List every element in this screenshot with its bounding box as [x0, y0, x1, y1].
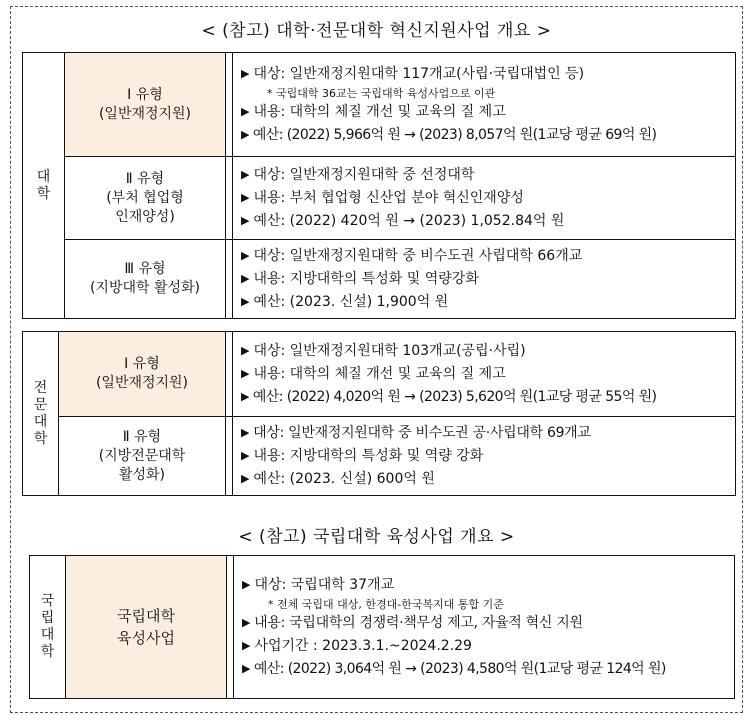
national-university-table	[29, 555, 735, 699]
list-item: ▶ 대상: 일반재정지원대학 103개교(공립·사립)	[241, 342, 526, 359]
bullet-arrow-icon: ▶	[241, 104, 250, 118]
bullet-arrow-icon: ▶	[241, 425, 250, 439]
content-college-2	[233, 417, 736, 496]
type-cell-national: 국립대학 육성사업	[66, 556, 227, 699]
bullet-arrow-icon: ▶	[241, 271, 250, 285]
note-text: * 전체 국립대 대상, 한경대-한국복지대 통합 기준	[268, 597, 504, 611]
list-item: ▶ 대상: 일반재정지원대학 중 선정대학	[241, 166, 475, 183]
list-item: ▶ 예산: (2022) 5,966억 원 → (2023) 8,057억 원(1교당 평균 69억 원)	[241, 126, 657, 143]
content-univ-1	[233, 53, 736, 157]
content-college-1	[233, 332, 736, 417]
bullet-arrow-icon: ▶	[241, 167, 250, 181]
list-item: ▶ 내용: 대학의 체질 개선 및 교육의 질 제고	[241, 103, 506, 120]
list-item: ▶ 대상: 일반재정지원대학 중 비수도권 사립대학 66개교	[241, 247, 583, 264]
type-cell-univ-1: Ⅰ 유형 (일반재정지원)	[65, 53, 226, 157]
bullet-arrow-icon: ▶	[241, 248, 250, 262]
university-table	[22, 52, 736, 319]
list-item: ▶ 내용: 국립대학의 경쟁력·책무성 제고, 자율적 혁신 지원	[242, 614, 583, 631]
bullet-arrow-icon: ▶	[242, 615, 251, 629]
bullet-arrow-icon: ▶	[242, 638, 251, 652]
list-item: ▶ 대상: 일반재정지원대학 117개교(사립·국립대법인 등)	[241, 65, 585, 82]
content-national	[234, 556, 735, 699]
note-text: * 국립대학 36교는 국립대학 육성사업으로 이관	[267, 86, 496, 100]
college-table	[22, 331, 736, 496]
content-univ-3	[233, 240, 736, 319]
section1-title: < (참고) 대학·전문대학 혁신지원사업 개요 >	[201, 21, 552, 41]
list-item: ▶ 대상: 일반재정지원대학 중 비수도권 공·사립대학 69개교	[241, 424, 591, 441]
bullet-arrow-icon: ▶	[241, 389, 249, 403]
category-national-university: 국 립 대 학	[30, 556, 66, 699]
list-item: ▶ 내용: 지방대학의 특성화 및 역량 강화	[241, 447, 484, 464]
bullet-arrow-icon: ▶	[241, 190, 250, 204]
bullet-arrow-icon: ▶	[241, 66, 250, 80]
bullet-arrow-icon: ▶	[241, 448, 250, 462]
type-cell-college-1: Ⅰ 유형 (일반재정지원)	[59, 332, 226, 417]
section2-title: < (참고) 국립대학 육성사업 개요 >	[238, 527, 515, 547]
bullet-arrow-icon: ▶	[241, 366, 250, 380]
list-item: ▶ 예산: (2022) 3,064억 원 → (2023) 4,580억 원(1교당 평균 124억 원)	[242, 660, 666, 677]
list-item: ▶ 예산: (2023. 신설) 1,900억 원	[241, 293, 449, 310]
content-univ-2	[233, 157, 736, 240]
bullet-arrow-icon: ▶	[242, 661, 250, 675]
list-item: ▶ 내용: 지방대학의 특성화 및 역량강화	[241, 270, 479, 287]
category-university: 대 학	[23, 53, 65, 319]
bullet-arrow-icon: ▶	[241, 471, 250, 485]
bullet-arrow-icon: ▶	[241, 294, 250, 308]
list-item: ▶ 내용: 대학의 체질 개선 및 교육의 질 제고	[241, 365, 506, 382]
type-cell-college-2: Ⅱ 유형 (지방전문대학 활성화)	[59, 417, 226, 496]
list-item: ▶ 사업기간 : 2023.3.1.~2024.2.29	[242, 637, 472, 654]
list-item: ▶ 내용: 부처 협업형 신산업 분야 혁신인재양성	[241, 189, 524, 206]
type-cell-univ-3: Ⅲ 유형 (지방대학 활성화)	[65, 240, 226, 319]
list-item: ▶ 예산: (2023. 신설) 600억 원	[241, 470, 435, 487]
bullet-arrow-icon: ▶	[241, 127, 249, 141]
bullet-arrow-icon: ▶	[241, 213, 250, 227]
type-cell-univ-2: Ⅱ 유형 (부처 협업형 인재양성)	[65, 157, 226, 240]
list-item: ▶ 예산: (2022) 4,020억 원 → (2023) 5,620억 원(1교당 평균 55억 원)	[241, 388, 657, 405]
list-item: ▶ 예산: (2022) 420억 원 → (2023) 1,052.84억 원	[241, 212, 565, 229]
category-college: 전 문 대 학	[23, 332, 59, 496]
list-item: ▶ 대상: 국립대학 37개교	[242, 576, 395, 593]
bullet-arrow-icon: ▶	[241, 343, 250, 357]
bullet-arrow-icon: ▶	[242, 577, 251, 591]
